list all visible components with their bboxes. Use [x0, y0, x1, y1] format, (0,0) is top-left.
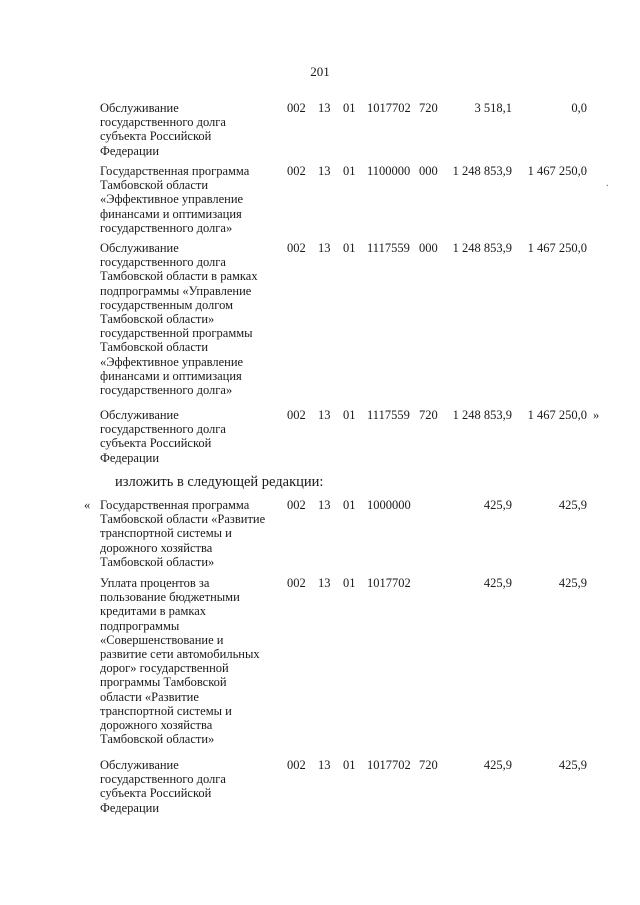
- row-description: [100, 408, 282, 465]
- row-description: [100, 241, 282, 397]
- subsection-code: 01: [343, 241, 356, 255]
- target-article-code: 1117559: [367, 241, 410, 255]
- description-line: кредитами в рамках: [100, 604, 207, 619]
- description-line: области «Развитие: [100, 689, 199, 704]
- target-article-code: 1000000: [367, 498, 411, 512]
- amount-year-2: 0,0: [571, 101, 587, 115]
- description-line: Федерации: [100, 450, 160, 465]
- target-article-code: 1017702: [367, 576, 411, 590]
- description-line: Тамбовской области в рамках: [100, 269, 258, 284]
- ministry-code: 002: [287, 498, 306, 512]
- description-line: Тамбовской области»: [100, 732, 215, 747]
- section-code: 13: [318, 408, 331, 422]
- section-code: 13: [318, 498, 331, 512]
- subsection-code: 01: [343, 101, 356, 115]
- expense-type-code: 720: [419, 758, 438, 772]
- amount-year-2: 1 467 250,0: [527, 164, 587, 178]
- description-line: Тамбовской области»: [100, 312, 215, 327]
- description-line: Федерации: [100, 800, 160, 815]
- subsection-code: 01: [343, 164, 356, 178]
- description-line: Обслуживание: [100, 758, 179, 772]
- description-line: Обслуживание: [100, 101, 179, 115]
- description-line: пользование бюджетными: [100, 590, 240, 605]
- target-article-code: 1017702: [367, 758, 411, 772]
- ministry-code: 002: [287, 241, 306, 255]
- description-line: государственного долга: [100, 772, 226, 787]
- row-description: [100, 758, 282, 815]
- description-line: дорог» государственной: [100, 661, 229, 676]
- subsection-code: 01: [343, 576, 356, 590]
- subsection-code: 01: [343, 408, 356, 422]
- amount-year-1: 3 518,1: [474, 101, 512, 115]
- description-line: Государственная программа: [100, 498, 250, 512]
- description-line: «Эффективное управление: [100, 354, 244, 369]
- description-line: государственного долга: [100, 255, 226, 270]
- target-article-code: 1100000: [367, 164, 411, 178]
- subsection-code: 01: [343, 758, 356, 772]
- description-line: государственного долга»: [100, 220, 233, 235]
- description-line: «Совершенствование и: [100, 632, 224, 647]
- description-line: подпрограммы: [100, 618, 180, 633]
- description-line: «Эффективное управление: [100, 192, 244, 207]
- amount-year-2: 425,9: [558, 498, 587, 512]
- expense-type-code: 000: [419, 164, 438, 178]
- description-line: государственного долга: [100, 422, 226, 437]
- page-number: 201: [310, 64, 330, 79]
- description-line: Государственная программа: [100, 164, 250, 178]
- section-code: 13: [318, 101, 331, 115]
- amount-year-1: 425,9: [483, 498, 512, 512]
- opening-quote: «: [84, 498, 91, 512]
- description-line: программы Тамбовской: [100, 675, 227, 690]
- subsection-code: 01: [343, 498, 356, 512]
- amount-year-2: 425,9: [558, 576, 587, 590]
- section-heading: изложить в следующей редакции:: [115, 474, 324, 490]
- description-line: подпрограммы «Управление: [100, 283, 252, 298]
- description-line: субъекта Российской: [100, 436, 212, 451]
- section-code: 13: [318, 164, 331, 178]
- amount-year-1: 1 248 853,9: [452, 164, 512, 178]
- amount-year-1: 425,9: [483, 576, 512, 590]
- ministry-code: 002: [287, 408, 306, 422]
- margin-mark: .: [606, 178, 609, 189]
- row-description: [100, 101, 282, 158]
- description-line: государственного долга: [100, 115, 226, 130]
- description-line: Федерации: [100, 143, 160, 158]
- row-description: [100, 164, 282, 235]
- description-line: Тамбовской области «Развитие: [100, 512, 266, 527]
- section-code: 13: [318, 241, 331, 255]
- ministry-code: 002: [287, 576, 306, 590]
- ministry-code: 002: [287, 758, 306, 772]
- description-line: Тамбовской области: [100, 178, 209, 193]
- description-line: Обслуживание: [100, 241, 179, 255]
- section-code: 13: [318, 758, 331, 772]
- description-line: транспортной системы и: [100, 703, 232, 718]
- amount-year-2: 425,9: [558, 758, 587, 772]
- description-line: финансами и оптимизация: [100, 206, 242, 221]
- amount-year-1: 1 248 853,9: [452, 408, 512, 422]
- description-line: Тамбовской области: [100, 340, 209, 355]
- ministry-code: 002: [287, 101, 306, 115]
- ministry-code: 002: [287, 164, 306, 178]
- expense-type-code: 720: [419, 101, 438, 115]
- description-line: дорожного хозяйства: [100, 540, 213, 555]
- row-description: [100, 498, 282, 569]
- expense-type-code: 720: [419, 408, 438, 422]
- description-line: дорожного хозяйства: [100, 718, 213, 733]
- target-article-code: 1117559: [367, 408, 410, 422]
- description-line: развитие сети автомобильных: [100, 647, 260, 662]
- description-line: субъекта Российской: [100, 786, 212, 801]
- description-line: финансами и оптимизация: [100, 368, 242, 383]
- description-line: Уплата процентов за: [100, 576, 210, 590]
- row-description: [100, 576, 282, 746]
- description-line: транспортной системы и: [100, 526, 232, 541]
- amount-year-1: 425,9: [483, 758, 512, 772]
- amount-year-2: 1 467 250,0: [527, 241, 587, 255]
- description-line: государственного долга»: [100, 383, 233, 398]
- description-line: субъекта Российской: [100, 129, 212, 144]
- description-line: Тамбовской области»: [100, 554, 215, 569]
- description-line: Обслуживание: [100, 408, 179, 422]
- expense-type-code: 000: [419, 241, 438, 255]
- section-code: 13: [318, 576, 331, 590]
- amount-year-2: 1 467 250,0: [527, 408, 587, 422]
- closing-quote: »: [593, 408, 600, 422]
- description-line: государственной программы: [100, 326, 253, 341]
- amount-year-1: 1 248 853,9: [452, 241, 512, 255]
- target-article-code: 1017702: [367, 101, 411, 115]
- description-line: государственным долгом: [100, 297, 234, 312]
